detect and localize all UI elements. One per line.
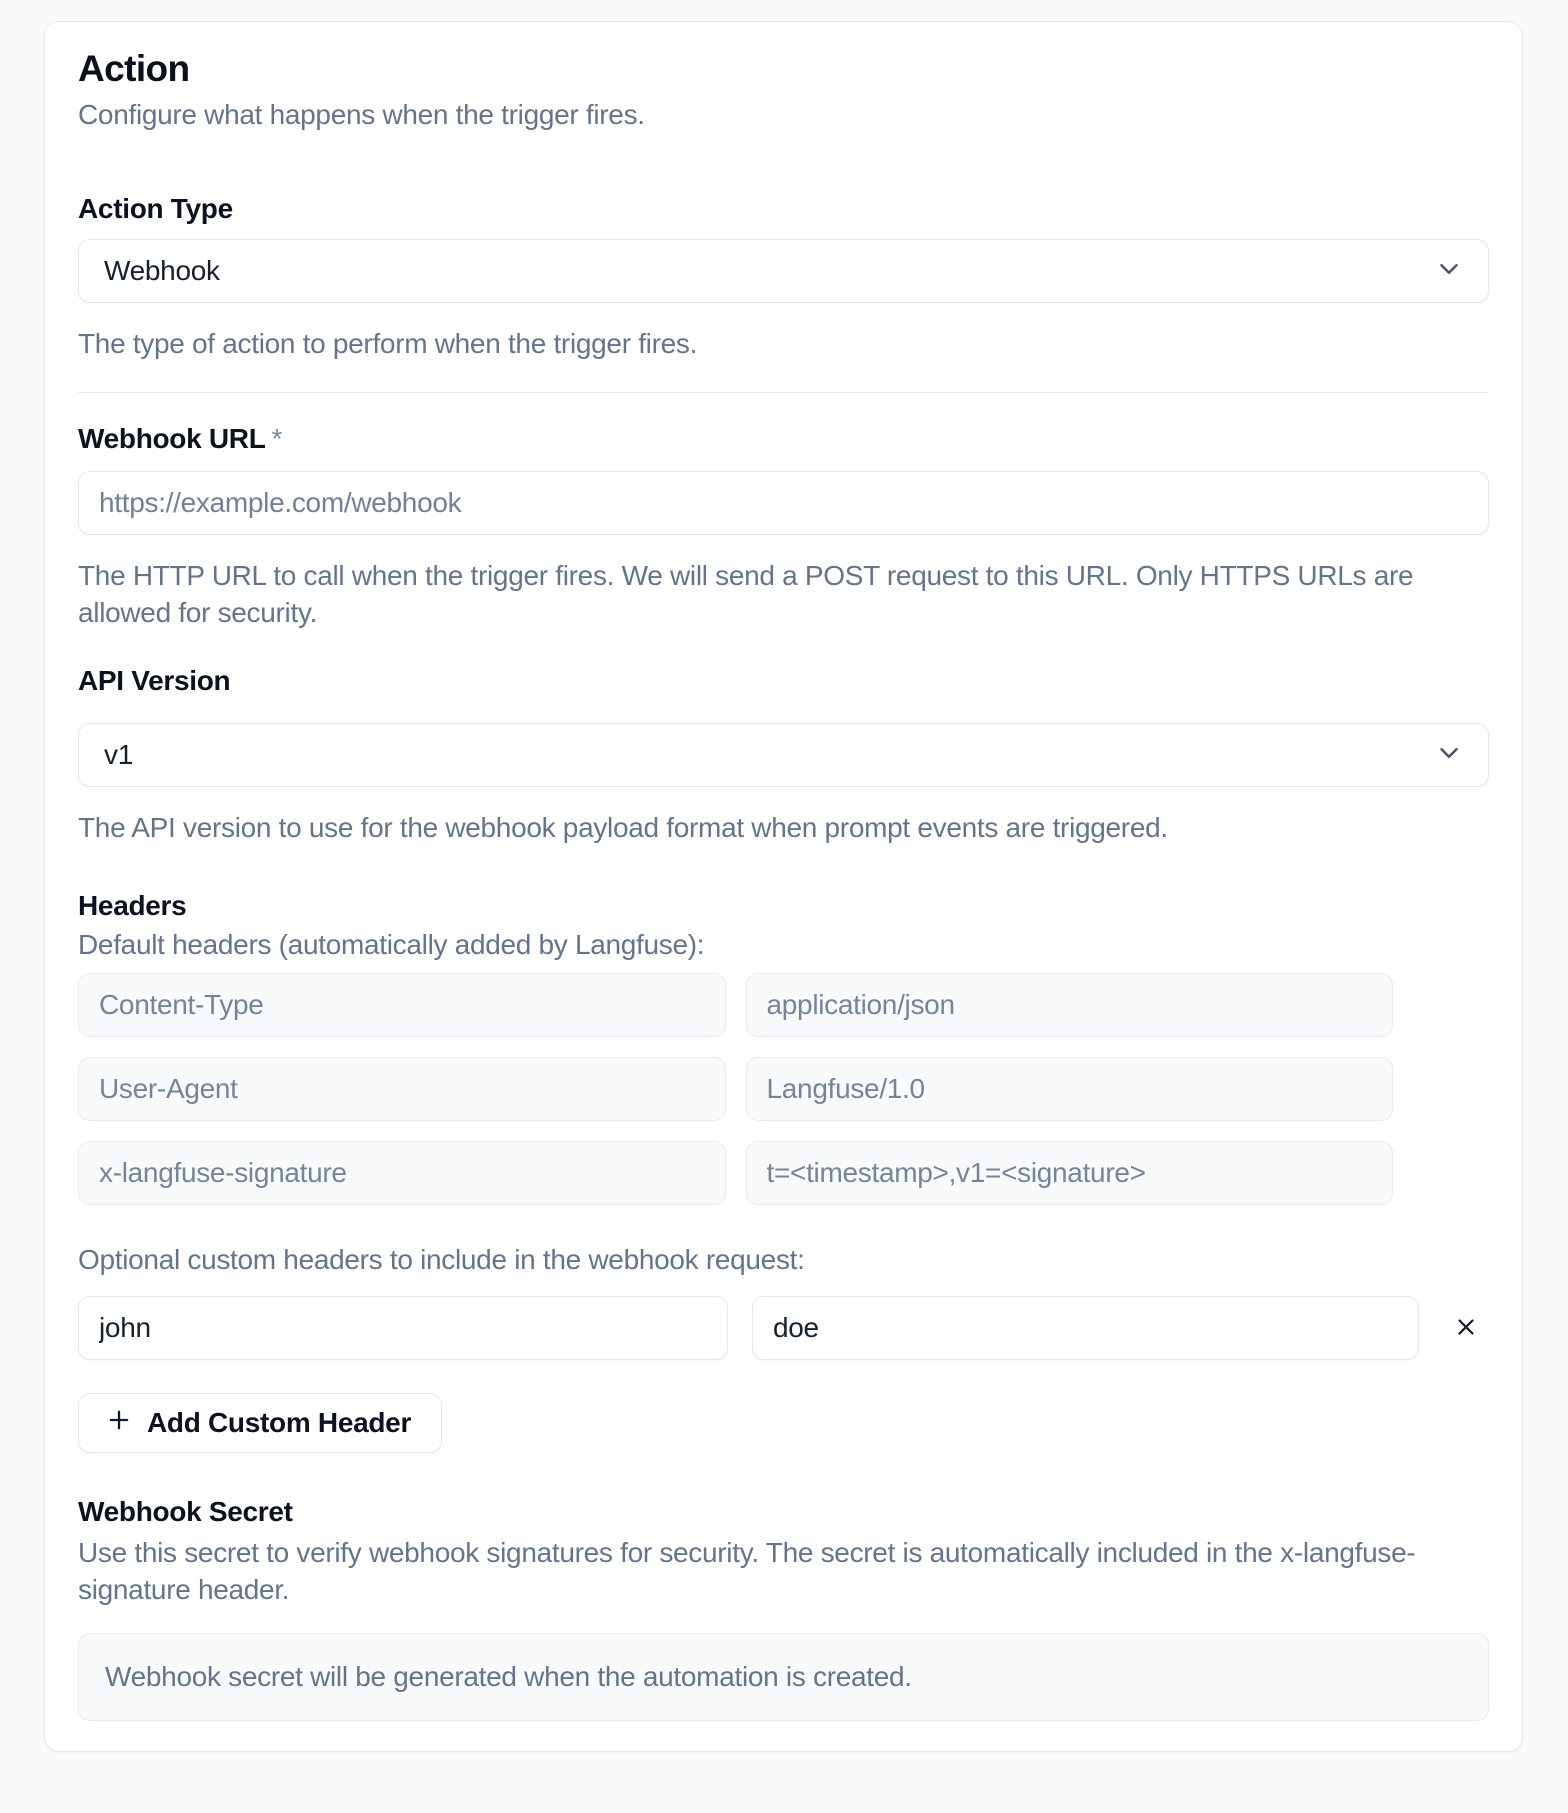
plus-icon xyxy=(105,1406,133,1441)
default-headers-caption: Default headers (automatically added by Langfuse): xyxy=(78,929,705,960)
webhook-url-input[interactable] xyxy=(78,471,1489,535)
api-version-selected-value: v1 xyxy=(104,739,133,770)
action-type-label: Action Type xyxy=(78,193,233,224)
page-subtitle: Configure what happens when the trigger fires. xyxy=(78,99,645,130)
api-version-select[interactable] xyxy=(78,723,1489,787)
chevron-down-icon xyxy=(1434,254,1464,289)
add-custom-header-button[interactable] xyxy=(78,1393,442,1453)
required-asterisk: * xyxy=(271,423,283,454)
webhook-url-help: The HTTP URL to call when the trigger fires. We will send a POST request to this URL. Only HTTPS URLs are allowed for security. xyxy=(78,560,1414,628)
default-header-key xyxy=(78,1057,726,1121)
custom-header-row xyxy=(78,1296,1489,1360)
custom-header-value-input[interactable] xyxy=(752,1296,1419,1360)
close-icon xyxy=(1453,1314,1479,1343)
custom-header-key-input[interactable] xyxy=(78,1296,728,1360)
webhook-secret-description: Use this secret to verify webhook signatures for security. The secret is automatically included in the x-langfuse-signature header. xyxy=(78,1537,1416,1605)
action-type-help: The type of action to perform when the trigger fires. xyxy=(78,328,698,359)
action-type-selected-value: Webhook xyxy=(104,255,220,286)
remove-custom-header-button[interactable] xyxy=(1443,1305,1489,1351)
default-header-key xyxy=(78,1141,726,1205)
webhook-secret-note: Webhook secret will be generated when the automation is created. xyxy=(105,1661,912,1692)
webhook-url-label xyxy=(78,421,1489,457)
default-header-value xyxy=(746,1057,1394,1121)
api-version-help: The API version to use for the webhook payload format when prompt events are triggered. xyxy=(78,812,1168,843)
page-title: Action xyxy=(78,48,190,89)
webhook-config-section xyxy=(78,392,1489,1721)
action-card xyxy=(44,21,1523,1752)
custom-headers-caption: Optional custom headers to include in the webhook request: xyxy=(78,1244,805,1275)
api-version-label: API Version xyxy=(78,665,231,696)
chevron-down-icon xyxy=(1434,738,1464,773)
webhook-secret-label: Webhook Secret xyxy=(78,1496,293,1527)
webhook-secret-placeholder-box xyxy=(78,1633,1489,1721)
add-custom-header-label: Add Custom Header xyxy=(147,1407,412,1438)
default-header-key xyxy=(78,973,726,1037)
default-header-value xyxy=(746,973,1394,1037)
default-headers-list xyxy=(78,973,1393,1205)
default-header-value xyxy=(746,1141,1394,1205)
webhook-url-label-text: Webhook URL xyxy=(78,423,266,454)
action-type-select[interactable] xyxy=(78,239,1489,303)
headers-label: Headers xyxy=(78,890,187,921)
